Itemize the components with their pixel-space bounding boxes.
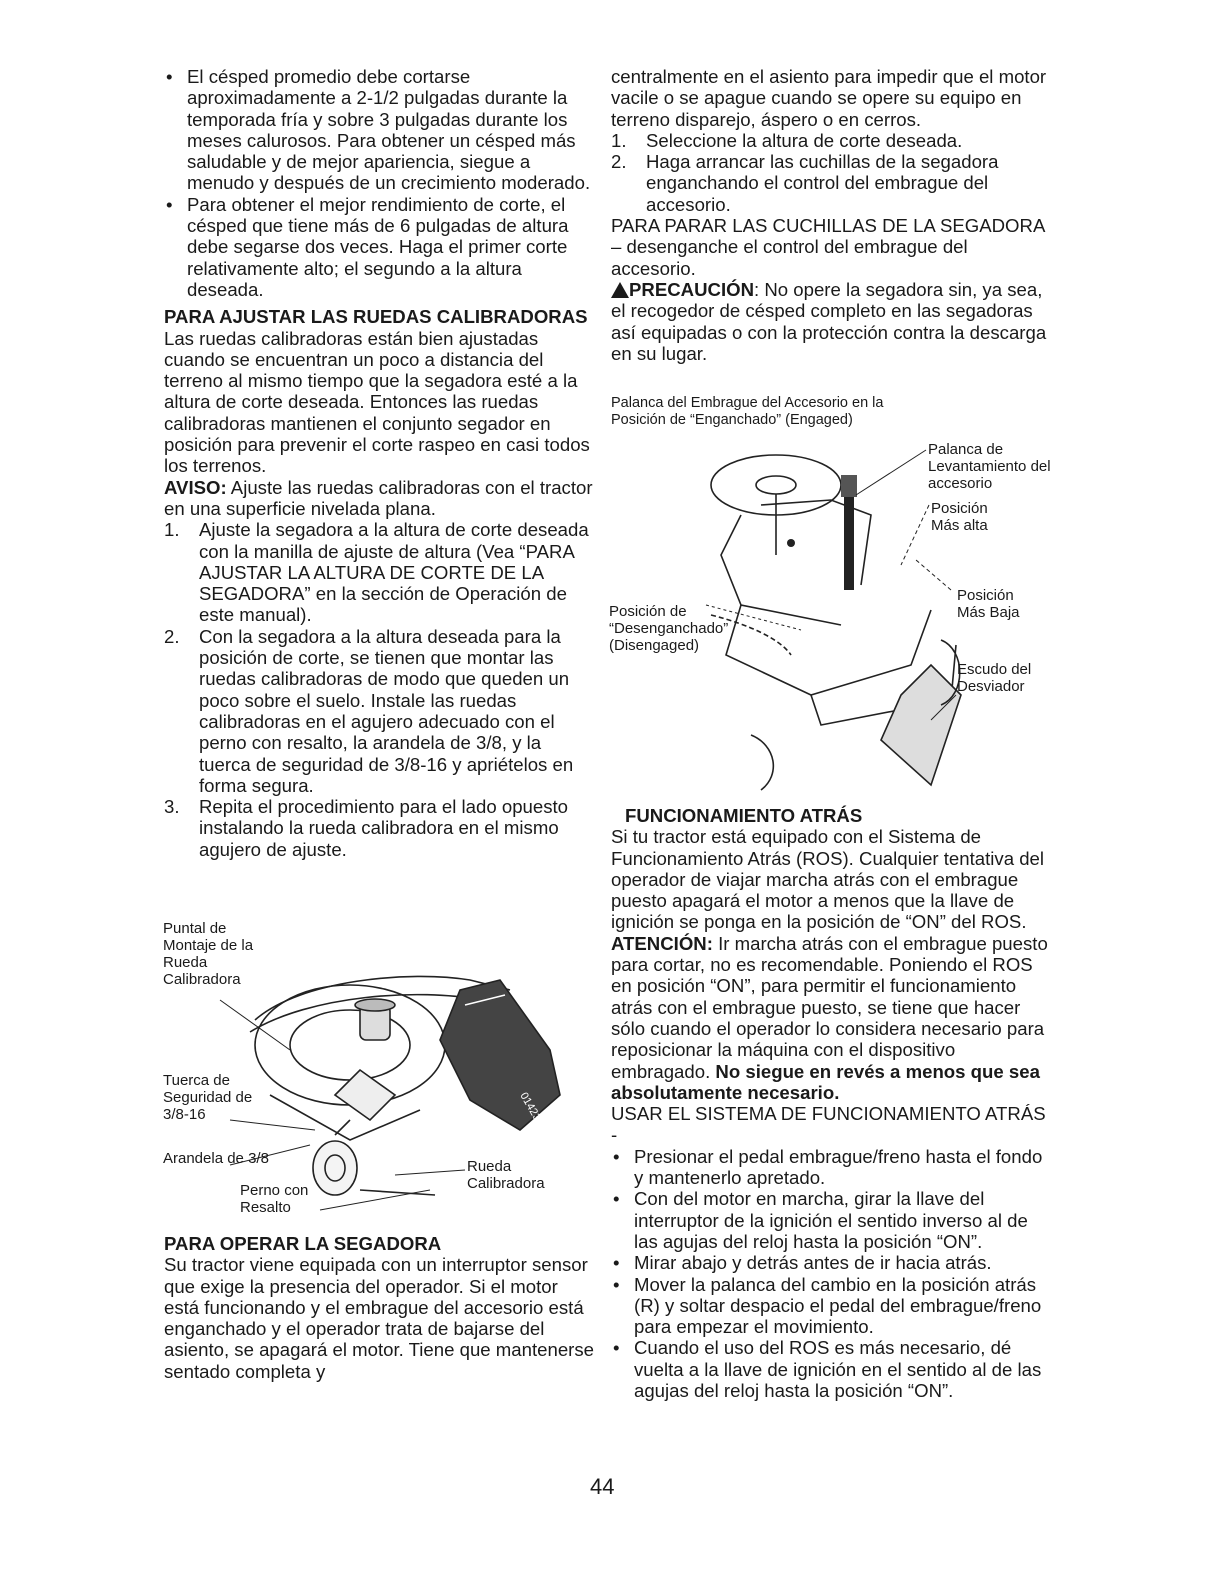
heading-operate-mower: PARA OPERAR LA SEGADORA <box>164 1233 442 1254</box>
step-text: Repita el procedimiento para el lado opuesto instalando la rueda calibradora en el mismo agujero de ajuste. <box>199 796 569 860</box>
bullet-item: • Presionar el pedal embrague/freno hasta el fondo y mantenerlo apretado. <box>611 1146 1051 1189</box>
step-number: 2. <box>164 625 180 647</box>
right-column-bottom <box>611 805 1051 1401</box>
aviso-note <box>164 477 594 520</box>
step-text: Seleccione la altura de corte deseada. <box>646 129 963 151</box>
precaucion-label: PRECAUCIÓN <box>629 278 754 300</box>
step-number: 3. <box>164 796 180 818</box>
precaucion-note <box>611 279 1051 364</box>
step-number: 2. <box>611 151 627 173</box>
page-number: 44 <box>590 1474 615 1499</box>
label-rueda: Rueda Calibradora <box>467 1158 545 1192</box>
left-column <box>164 66 594 860</box>
step-text: Haga arrancar las cuchillas de la segadora enganchando el control del embrague del accesorio. <box>646 151 999 215</box>
heading-reverse-operation: FUNCIONAMIENTO ATRÁS <box>625 805 863 826</box>
step-item <box>164 519 594 625</box>
stop-blades-paragraph: PARA PARAR LAS CUCHILLAS DE LA SEGADORA – desenganche el control del embrague del accesorio. <box>611 215 1045 279</box>
label-escudo-desviador: Escudo del Desviador <box>957 661 1032 695</box>
step-text: Con la segadora a la altura deseada para la posición de corte, se tienen que montar las ruedas calibradoras de modo que queden un poco sobre el suelo. Instale las ruedas calibradoras en el agujero adecuado con el perno con resalto, la arandela de 3/8, y la tuerca de seguridad de 3/8-16 y apriételos en forma segura. <box>199 625 574 796</box>
step-number: 1. <box>164 519 180 541</box>
warning-icon <box>611 282 629 298</box>
bullet-item: • Mover la palanca del cambio en la posición atrás (R) y soltar despacio el pedal del embrague/freno para empezar el movimiento. <box>611 1274 1051 1338</box>
bullet-item: • Cuando el uso del ROS es más necesario, dé vuelta a la llave de ignición en el sentido al de las agujas del reloj hasta la posición “ON”. <box>611 1337 1051 1401</box>
aviso-text: Ajuste las ruedas calibradoras con el tractor en una superficie nivelada plana. <box>164 476 593 519</box>
label-posicion-baja: Posición Más Baja <box>957 587 1020 621</box>
clutch-knob <box>787 539 795 547</box>
atencion-label: ATENCIÓN: <box>611 932 713 954</box>
operate-continued-paragraph: centralmente en el asiento para impedir que el motor vacile o se apague cuando se opere su equipo en terreno disparejo, áspero o en cerros. <box>611 66 1047 130</box>
clutch-figure <box>611 395 1061 795</box>
left-column-bottom <box>164 1233 594 1382</box>
usar-ros-heading: USAR EL SISTEMA DE FUNCIONAMIENTO ATRÁS - <box>611 1103 1046 1146</box>
step-item <box>611 151 1051 215</box>
step-item <box>164 626 594 796</box>
atencion-note <box>611 933 1051 1103</box>
label-puntal: Puntal de Montaje de la Rueda Calibradora <box>163 920 254 988</box>
label-desenganchado: Posición de “Desenganchado” (Disengaged) <box>609 603 729 654</box>
atencion-bold: No siegue en revés a menos que sea absolutamente necesario. <box>611 1060 1040 1103</box>
right-column <box>611 66 1051 364</box>
part-number-label: 01423 <box>517 1090 544 1123</box>
bullet-item: • Con del motor en marcha, girar la llave del interruptor de la ignición el sentido inverso al de las agujas del reloj hasta la posición “ON”. <box>611 1188 1051 1252</box>
step-item <box>164 796 594 860</box>
bullet-item: • Para obtener el mejor rendimiento de corte, el césped que tiene más de 6 pulgadas de altura debe segarse dos veces. Haga el primer corte relativamente alto; el segundo a la altura deseada. <box>164 194 594 300</box>
label-posicion-alta: Posición Más alta <box>931 500 988 534</box>
step-number: 1. <box>611 129 627 151</box>
label-palanca-levantamiento: Palanca de Levantamiento del accesorio <box>928 441 1051 492</box>
precaucion-text: : No opere la segadora sin, ya sea, el recogedor de césped completo en las segadoras así equipadas o con la protección contra la descarga en su lugar. <box>611 278 1047 364</box>
atencion-text: Ir marcha atrás con el embrague puesto para cortar, no es recomendable. Poniendo el ROS en posición “ON”, para permitir el funcionamiento atrás con el embrague puesto, se tiene que hacer sólo cuando el operador lo considera necesario para reposicionar la máquina con el dispositivo embragado. <box>611 932 1048 1082</box>
gauge-wheels-paragraph: Las ruedas calibradoras están bien ajustadas cuando se encuentran un poco a distancia del terreno al mismo tiempo que la segadora esté a la altura de corte deseada. Entonces las ruedas calibradoras mantienen el conjunto segador en posición para prevenir el corte raspeo en casi todos los terrenos. <box>164 327 590 477</box>
operate-mower-paragraph: Su tractor viene equipada con un interruptor sensor que exige la presencia del operador. Si el motor está funcionando y el embrague del accesorio está enganchado y el operador trata de bajarse del asiento, se apagará el motor. Tiene que mantenerse sentado completa y <box>164 1254 594 1382</box>
label-perno: Perno con Resalto <box>240 1182 309 1216</box>
reverse-operation-paragraph: Si tu tractor está equipado con el Sistema de Funcionamiento Atrás (ROS). Cualquier tentativa del operador de viajar marcha atrás con el embrague puesto apagará el motor a menos que la llave de ignición se ponga en la posición de “ON” del ROS. <box>611 826 1045 933</box>
bullet-item: • El césped promedio debe cortarse aproximadamente a 2-1/2 pulgadas durante la temporada fría y sobre 3 pulgadas durante los meses calurosos. Para obtener un césped más saludable y de mejor apariencia, siegue a menudo y después de un crecimiento moderado. <box>164 66 594 194</box>
gauge-wheel-figure <box>160 920 600 1225</box>
step-text: Ajuste la segadora a la altura de corte deseada con la manilla de ajuste de altura (Vea “PARA AJUSTAR LA ALTURA DE CORTE DE LA SEGADORA” en la sección de Operación de este manual). <box>199 519 589 626</box>
clutch-figure-caption: Palanca del Embrague del Accesorio en la Posición de “Enganchado” (Engaged) <box>611 395 884 428</box>
bullet-item: • Mirar abajo y detrás antes de ir hacia atrás. <box>611 1252 1051 1273</box>
label-arandela: Arandela de 3/8 <box>163 1150 269 1167</box>
lever-handle <box>841 475 857 497</box>
label-tuerca: Tuerca de Seguridad de 3/8-16 <box>163 1072 253 1123</box>
aviso-label: AVISO: <box>164 476 227 498</box>
heading-gauge-wheels: PARA AJUSTAR LAS RUEDAS CALIBRADORAS <box>164 306 588 328</box>
step-item <box>611 130 1051 151</box>
